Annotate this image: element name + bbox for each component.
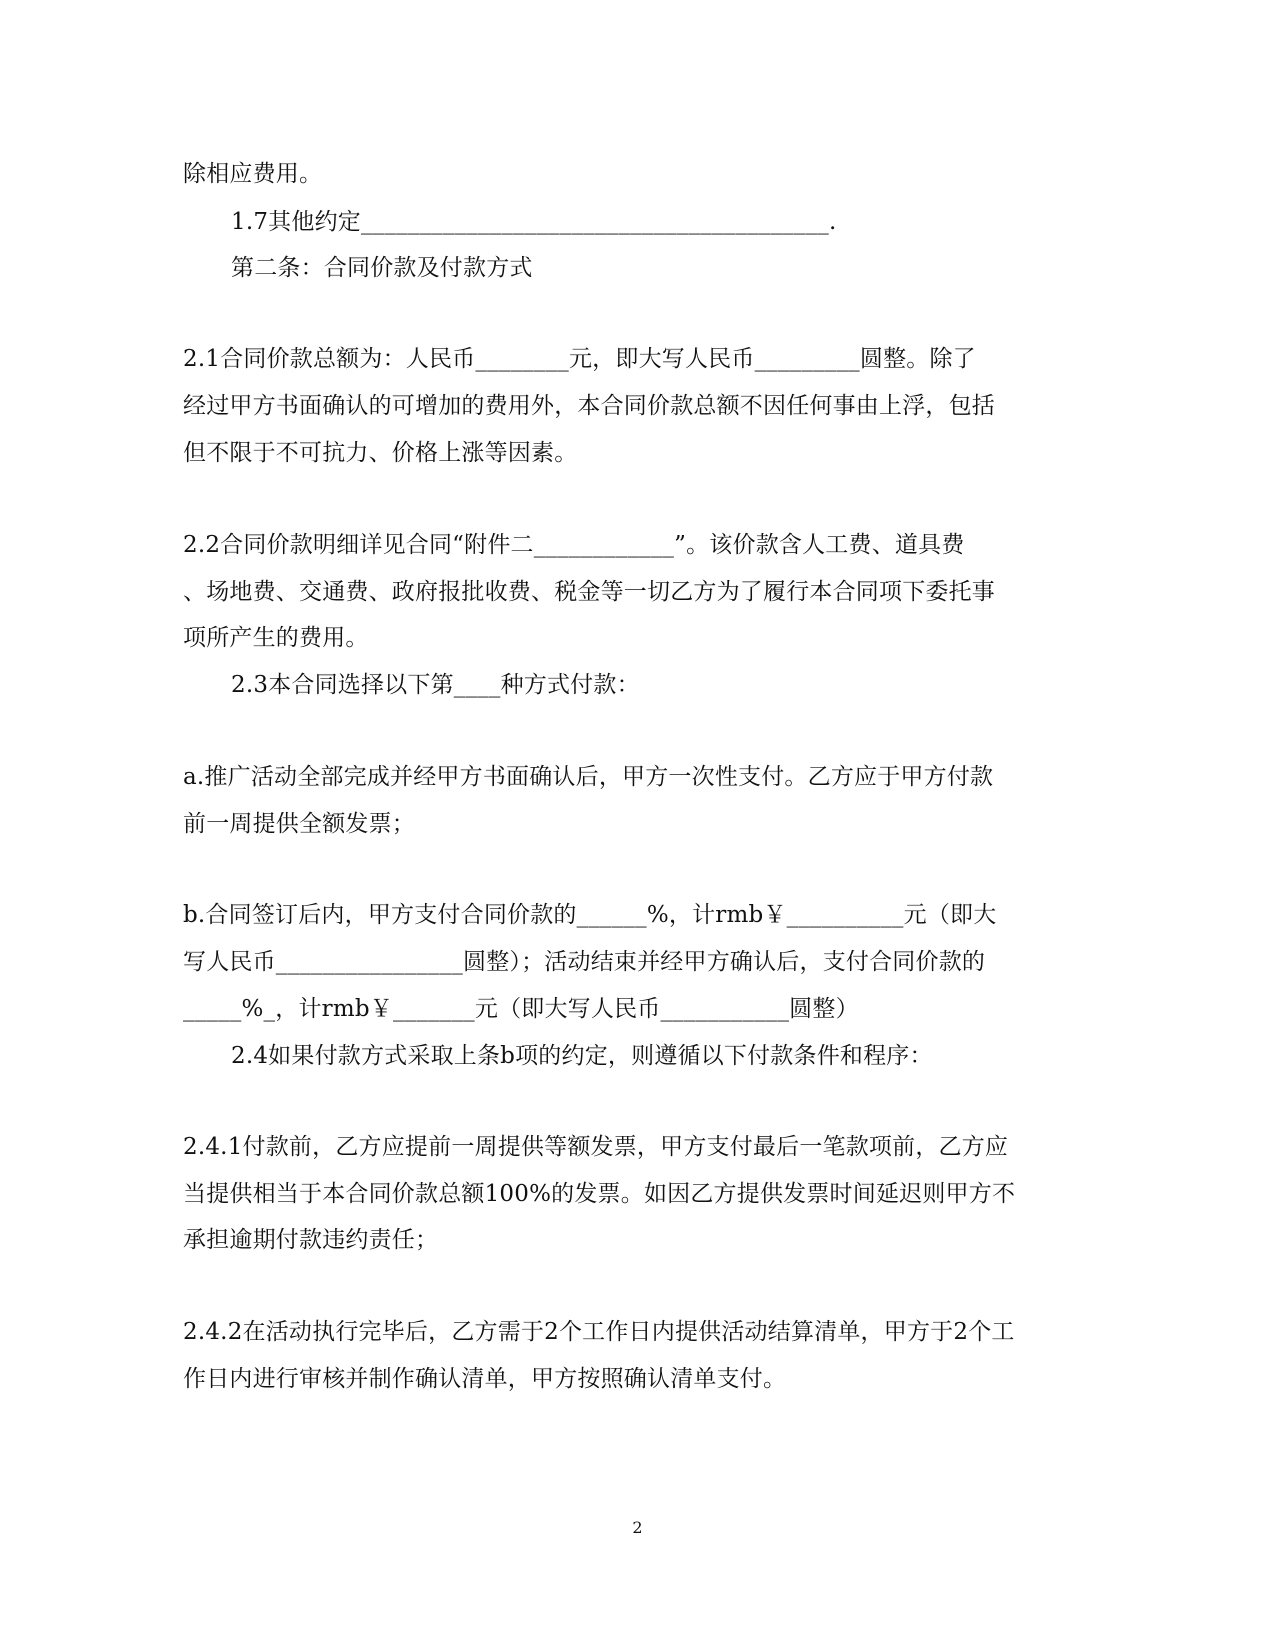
clause-2-4-1-line-3: 承担逾期付款违约责任； xyxy=(183,1227,439,1253)
clause-2-2-line-1: 2.2合同价款明细详见合同“附件二____________”。该价款含人工费、道具费 xyxy=(183,532,965,558)
option-a-line-1: a.推广活动全部完成并经甲方书面确认后，甲方一次性支付。乙方应于甲方付款 xyxy=(183,764,994,790)
clause-2-1-line-3: 但不限于不可抗力、价格上涨等因素。 xyxy=(183,440,578,466)
option-b-line-2: 写人民币________________圆整）；活动结束并经甲方确认后，支付合同价款的 xyxy=(183,949,986,975)
page-number: 2 xyxy=(632,1518,643,1537)
clause-2-3: 2.3本合同选择以下第____种方式付款： xyxy=(231,672,640,698)
text-line: 除相应费用。 xyxy=(183,161,323,187)
clause-2-1-line-1: 2.1合同价款总额为：人民币________元，即大写人民币_________圆整。除了 xyxy=(183,346,976,372)
clause-2-2-line-2: 、场地费、交通费、政府报批收费、税金等一切乙方为了履行本合同项下委托事 xyxy=(183,579,995,605)
clause-2-4-2-line-1: 2.4.2在活动执行完毕后，乙方需于2个工作日内提供活动结算清单，甲方于2个工 xyxy=(183,1319,1015,1345)
clause-1-7: 1.7其他约定________________________________________. xyxy=(231,209,837,235)
clause-2-4-2-line-2: 作日内进行审核并制作确认清单，甲方按照确认清单支付。 xyxy=(183,1366,787,1392)
option-b-line-3: _____%_，计rmb￥_______元（即大写人民币___________圆整） xyxy=(183,996,859,1022)
clause-2-2-line-3: 项所产生的费用。 xyxy=(183,625,369,651)
clause-2-4-1-line-1: 2.4.1付款前，乙方应提前一周提供等额发票，甲方支付最后一笔款项前，乙方应 xyxy=(183,1134,1009,1160)
clause-2-4-1-line-2: 当提供相当于本合同价款总额100%的发票。如因乙方提供发票时间延迟则甲方不 xyxy=(183,1181,1016,1207)
section-heading: 第二条：合同价款及付款方式 xyxy=(231,255,533,281)
option-b-line-1: b.合同签订后内，甲方支付合同价款的______%，计rmb￥__________元（即大 xyxy=(183,902,997,928)
clause-2-4: 2.4如果付款方式采取上条b项的约定，则遵循以下付款条件和程序： xyxy=(231,1043,933,1069)
clause-2-1-line-2: 经过甲方书面确认的可增加的费用外，本合同价款总额不因任何事由上浮，包括 xyxy=(183,393,995,419)
option-a-line-2: 前一周提供全额发票； xyxy=(183,811,415,837)
